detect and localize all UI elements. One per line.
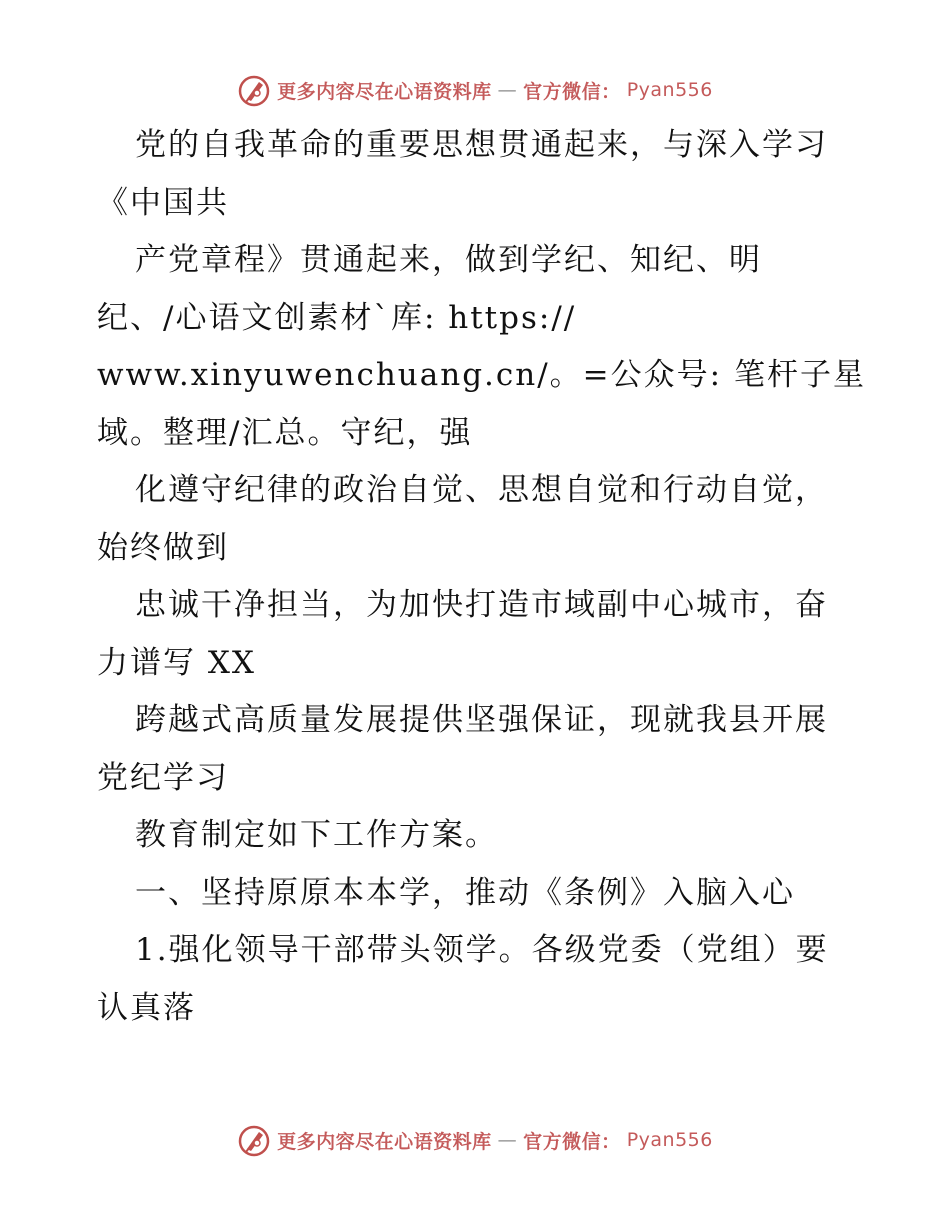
text-line: 域。整理/汇总。守纪，强 (97, 414, 473, 451)
text-line: 化遵守纪律的政治自觉、思想自觉和行动自觉， (135, 472, 828, 508)
watermark-text: 更多内容尽在心语资料库 (277, 1130, 492, 1153)
text-line: 始终做到 (97, 529, 229, 566)
watermark-wechat-id: Pyan556 (626, 79, 713, 101)
text-line: 1.强化领导干部带头领学。各级党委（党组）要 (135, 932, 829, 968)
text-line: 《中国共 (97, 184, 229, 221)
text-line: 纪、/心语文创素材`库: https:// (97, 299, 577, 336)
document-body (97, 117, 866, 1037)
quill-pen-seal-icon (237, 73, 271, 107)
text-line: 认真落 (97, 989, 196, 1026)
text-line: www.xinyuwenchuang.cn/。=公众号: 笔杆子星 (97, 357, 866, 393)
watermark-wechat-label: 官方微信： (523, 1130, 621, 1153)
watermark-separator: — (497, 1129, 518, 1151)
text-line: 跨越式高质量发展提供坚强保证，现就我县开展 (135, 702, 828, 738)
watermark-wechat-id: Pyan556 (626, 1129, 713, 1151)
text-line: 忠诚干净担当，为加快打造市域副中心城市，奋 (135, 587, 828, 623)
text-line: 产党章程》贯通起来，做到学纪、知纪、明 (135, 242, 762, 278)
text-line: 一、坚持原原本本学，推动《条例》入脑入心 (135, 874, 795, 911)
text-line: 教育制定如下工作方案。 (135, 817, 498, 853)
header-watermark (0, 70, 950, 110)
text-line: 党的自我革命的重要思想贯通起来，与深入学习 (135, 127, 828, 163)
text-line: 党纪学习 (97, 759, 229, 796)
text-line: 力谱写 XX (97, 644, 256, 681)
watermark-wechat-label: 官方微信： (523, 80, 621, 103)
quill-pen-seal-icon (237, 1123, 271, 1157)
footer-watermark (0, 1120, 950, 1160)
watermark-separator: — (497, 79, 518, 101)
watermark-text: 更多内容尽在心语资料库 (277, 80, 492, 103)
